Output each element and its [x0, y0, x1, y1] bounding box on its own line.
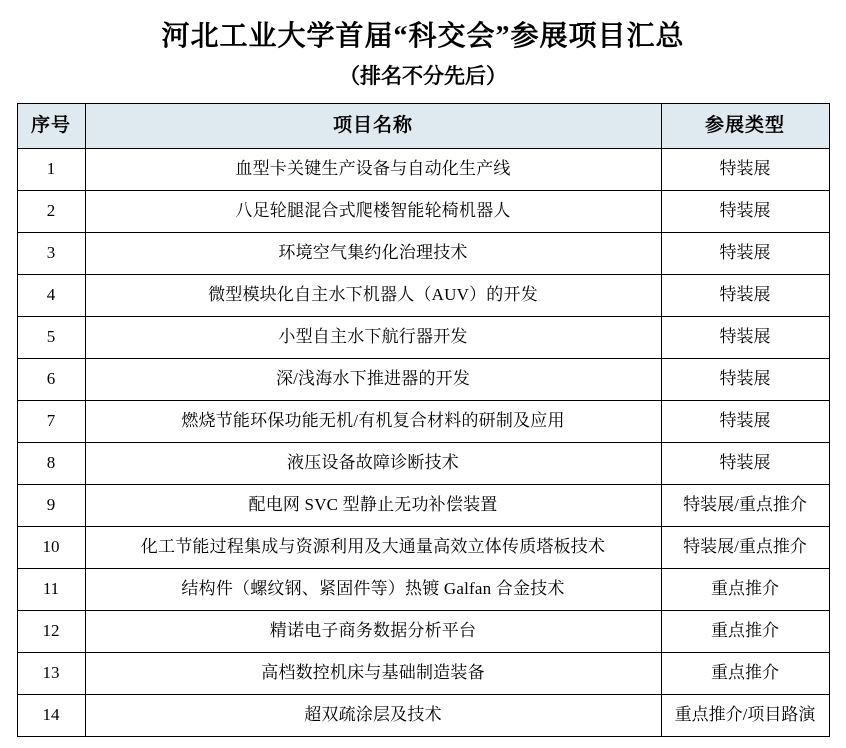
cell-exhibit-type: 重点推介 — [661, 569, 829, 611]
cell-exhibit-type: 特装展 — [661, 317, 829, 359]
cell-index: 9 — [17, 485, 85, 527]
cell-exhibit-type: 特装展 — [661, 359, 829, 401]
cell-project-name: 八足轮腿混合式爬楼智能轮椅机器人 — [85, 191, 661, 233]
cell-project-name: 化工节能过程集成与资源利用及大通量高效立体传质塔板技术 — [85, 527, 661, 569]
cell-index: 11 — [17, 569, 85, 611]
cell-project-name: 配电网 SVC 型静止无功补偿装置 — [85, 485, 661, 527]
table-row — [17, 527, 829, 569]
cell-project-name: 结构件（螺纹钢、紧固件等）热镀 Galfan 合金技术 — [85, 569, 661, 611]
cell-project-name: 环境空气集约化治理技术 — [85, 233, 661, 275]
title-block — [17, 0, 829, 91]
cell-exhibit-type: 特装展 — [661, 275, 829, 317]
cell-index: 3 — [17, 233, 85, 275]
cell-project-name: 燃烧节能环保功能无机/有机复合材料的研制及应用 — [85, 401, 661, 443]
cell-project-name: 血型卡关键生产设备与自动化生产线 — [85, 149, 661, 191]
cell-exhibit-type: 特装展 — [661, 401, 829, 443]
table-row — [17, 191, 829, 233]
table-row — [17, 611, 829, 653]
cell-exhibit-type: 特装展 — [661, 233, 829, 275]
cell-project-name: 小型自主水下航行器开发 — [85, 317, 661, 359]
cell-index: 4 — [17, 275, 85, 317]
table-row — [17, 443, 829, 485]
cell-exhibit-type: 特装展 — [661, 191, 829, 233]
table-row — [17, 275, 829, 317]
table-row — [17, 149, 829, 191]
column-header-type: 参展类型 — [661, 104, 829, 149]
cell-exhibit-type: 特装展/重点推介 — [661, 527, 829, 569]
column-header-index: 序号 — [17, 104, 85, 149]
cell-project-name: 精诺电子商务数据分析平台 — [85, 611, 661, 653]
cell-index: 8 — [17, 443, 85, 485]
cell-project-name: 液压设备故障诊断技术 — [85, 443, 661, 485]
cell-exhibit-type: 重点推介 — [661, 611, 829, 653]
cell-project-name: 高档数控机床与基础制造装备 — [85, 653, 661, 695]
cell-index: 12 — [17, 611, 85, 653]
cell-index: 7 — [17, 401, 85, 443]
table-row — [17, 569, 829, 611]
projects-table — [17, 103, 830, 737]
cell-project-name: 微型模块化自主水下机器人（AUV）的开发 — [85, 275, 661, 317]
page-subtitle: （排名不分先后） — [339, 63, 507, 88]
table-row — [17, 695, 829, 737]
table-body — [17, 149, 829, 737]
table-row — [17, 653, 829, 695]
cell-exhibit-type: 重点推介 — [661, 653, 829, 695]
cell-index: 2 — [17, 191, 85, 233]
table-row — [17, 485, 829, 527]
table-row — [17, 359, 829, 401]
table-row — [17, 233, 829, 275]
cell-exhibit-type: 特装展 — [661, 443, 829, 485]
page-title: 河北工业大学首届“科交会”参展项目汇总 — [161, 21, 685, 52]
cell-index: 5 — [17, 317, 85, 359]
table-row — [17, 401, 829, 443]
cell-index: 6 — [17, 359, 85, 401]
cell-index: 1 — [17, 149, 85, 191]
table-header-row — [17, 104, 829, 149]
cell-exhibit-type: 重点推介/项目路演 — [661, 695, 829, 737]
cell-index: 13 — [17, 653, 85, 695]
table-row — [17, 317, 829, 359]
cell-project-name: 深/浅海水下推进器的开发 — [85, 359, 661, 401]
cell-exhibit-type: 特装展 — [661, 149, 829, 191]
cell-exhibit-type: 特装展/重点推介 — [661, 485, 829, 527]
column-header-name: 项目名称 — [85, 104, 661, 149]
table-header — [17, 104, 829, 149]
cell-index: 14 — [17, 695, 85, 737]
cell-index: 10 — [17, 527, 85, 569]
cell-project-name: 超双疏涂层及技术 — [85, 695, 661, 737]
